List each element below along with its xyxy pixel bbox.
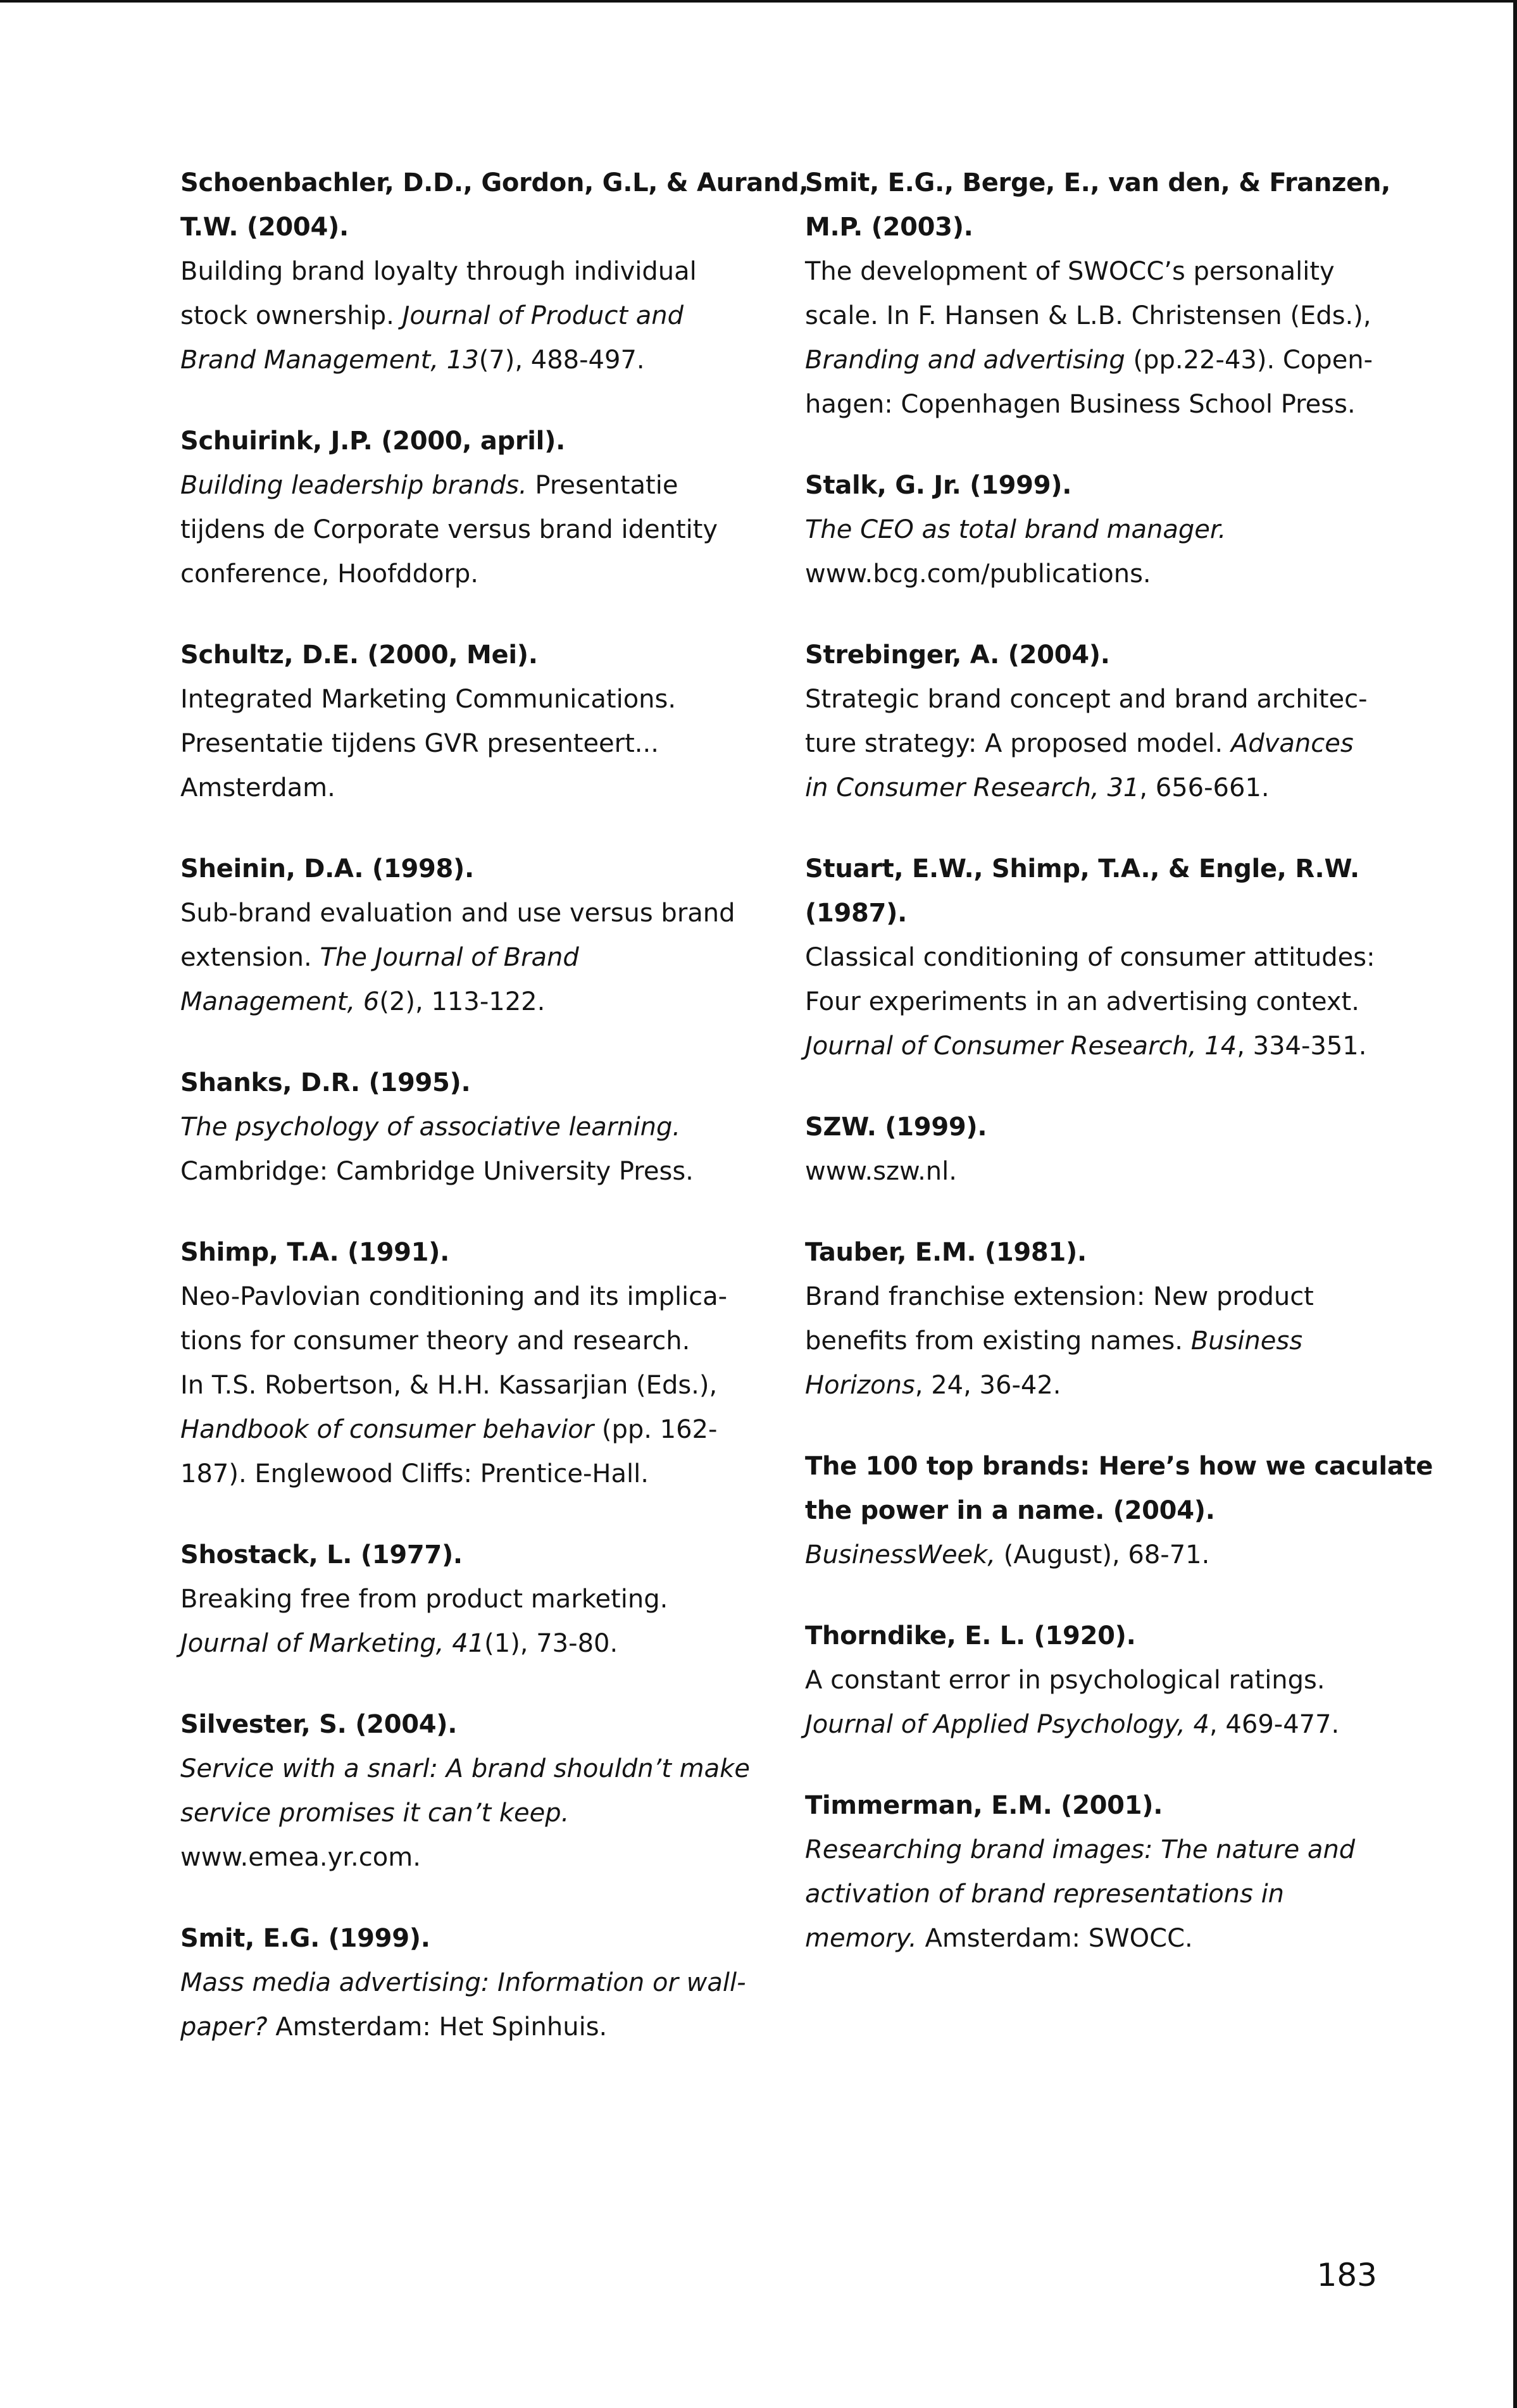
reference-italic-text: The psychology of associative learning. <box>180 1113 681 1142</box>
reference-line <box>180 161 809 205</box>
reference-line <box>180 1791 775 1835</box>
reference-line <box>805 1872 1406 1916</box>
reference-text: (pp.22-43). Copen- <box>1125 346 1373 375</box>
reference-text: Building brand loyalty through individual <box>180 257 697 286</box>
reference-heading-text: Silvester, S. (2004). <box>180 1710 458 1739</box>
reference-line <box>180 2005 775 2049</box>
reference-line <box>805 205 1406 249</box>
reference-line <box>805 847 1406 891</box>
reference-line <box>805 1275 1406 1319</box>
reference-text: (2), 113-122. <box>379 987 546 1016</box>
reference-line <box>180 1407 775 1452</box>
reference-line <box>180 1702 775 1747</box>
reference-italic-text: Business <box>1190 1326 1303 1356</box>
reference-italic-text: Building leadership brands. <box>180 471 527 500</box>
reference-text: Neo-Pavlovian conditioning and its implica- <box>180 1282 728 1311</box>
reference-heading-text: Smit, E.G., Berge, E., van den, & Franzen, <box>805 168 1391 197</box>
reference-text: www.emea.yr.com. <box>180 1843 421 1872</box>
reference-line <box>180 205 775 249</box>
reference-line <box>180 766 775 810</box>
reference-line <box>805 1533 1406 1577</box>
reference-entry <box>180 1061 775 1194</box>
reference-line <box>805 161 1406 205</box>
reference-text: Amsterdam: SWOCC. <box>916 1924 1193 1953</box>
reference-entry <box>805 1444 1433 1577</box>
reference-text: , 24, 36-42. <box>915 1371 1061 1400</box>
reference-text: stock ownership. <box>180 301 403 330</box>
reference-heading-text: Smit, E.G. (1999). <box>180 1924 430 1953</box>
reference-entry <box>805 1230 1406 1407</box>
reference-line <box>180 419 775 463</box>
left-reference-column <box>180 161 809 2049</box>
reference-line <box>180 1105 775 1149</box>
reference-line <box>805 1444 1433 1488</box>
reference-line <box>805 980 1406 1024</box>
reference-italic-text: in Consumer Research, 31 <box>805 773 1140 802</box>
reference-line <box>180 1061 775 1105</box>
reference-heading-text: SZW. (1999). <box>805 1113 987 1142</box>
reference-heading-text: T.W. (2004). <box>180 213 349 242</box>
reference-heading-text: M.P. (2003). <box>805 213 973 242</box>
reference-text: A constant error in psychological ratings. <box>805 1666 1325 1695</box>
reference-line <box>805 1783 1406 1828</box>
reference-text: www.bcg.com/publications. <box>805 559 1151 589</box>
reference-line <box>180 721 775 766</box>
reference-heading-text: Tauber, E.M. (1981). <box>805 1238 1087 1267</box>
reference-italic-text: Journal of Applied Psychology, 4 <box>805 1710 1209 1739</box>
reference-text: , 334-351. <box>1237 1032 1367 1061</box>
reference-text: extension. <box>180 943 320 972</box>
reference-text: conference, Hoofddorp. <box>180 559 478 589</box>
reference-line <box>805 1488 1406 1533</box>
reference-line <box>805 1916 1406 1961</box>
reference-line <box>805 721 1406 766</box>
reference-line <box>805 1363 1406 1407</box>
reference-italic-text: Handbook of consumer behavior <box>180 1415 594 1444</box>
reference-text: (1), 73-80. <box>484 1629 618 1658</box>
reference-text: (pp. 162- <box>594 1415 718 1444</box>
reference-heading-text: Strebinger, A. (2004). <box>805 640 1110 670</box>
reference-entry <box>805 463 1406 596</box>
reference-text: Amsterdam: Het Spinhuis. <box>267 2012 608 2042</box>
reference-line <box>180 891 775 935</box>
reference-line <box>180 1149 775 1194</box>
reference-text: Four experiments in an advertising context. <box>805 987 1359 1016</box>
reference-text: , 469-477. <box>1209 1710 1340 1739</box>
reference-entry <box>805 1783 1406 1961</box>
reference-line <box>805 1319 1406 1363</box>
reference-line <box>180 508 775 552</box>
reference-line <box>805 338 1406 382</box>
reference-line <box>805 1702 1406 1747</box>
reference-line <box>180 1363 775 1407</box>
reference-line <box>180 677 775 721</box>
reference-line <box>805 633 1406 677</box>
reference-line <box>805 508 1406 552</box>
reference-entry <box>180 1916 775 2049</box>
reference-text: Sub-brand evaluation and use versus brand <box>180 899 735 928</box>
reference-line <box>180 1533 775 1577</box>
reference-line <box>180 1577 775 1621</box>
reference-text: Integrated Marketing Communications. <box>180 685 677 714</box>
reference-text: Classical conditioning of consumer attitudes: <box>805 943 1375 972</box>
reference-text: (August), 68-71. <box>996 1540 1210 1569</box>
reference-entry <box>805 161 1406 427</box>
reference-heading-text: the power in a name. (2004). <box>805 1496 1215 1525</box>
reference-entry <box>805 633 1406 810</box>
reference-text: Breaking free from product marketing. <box>180 1585 668 1614</box>
reference-text: Presentatie <box>527 471 678 500</box>
reference-line <box>805 1024 1406 1068</box>
reference-text: benefits from existing names. <box>805 1326 1191 1356</box>
reference-line <box>805 294 1406 338</box>
reference-heading-text: Shostack, L. (1977). <box>180 1540 463 1569</box>
reference-line <box>805 463 1406 508</box>
reference-heading-text: Schuirink, J.P. (2000, april). <box>180 427 565 456</box>
reference-line <box>180 552 775 596</box>
reference-heading-text: Stuart, E.W., Shimp, T.A., & Engle, R.W. <box>805 854 1359 883</box>
reference-italic-text: BusinessWeek, <box>805 1540 996 1569</box>
reference-heading-text: The 100 top brands: Here’s how we caculate <box>805 1452 1433 1481</box>
reference-heading-text: Timmerman, E.M. (2001). <box>805 1791 1163 1820</box>
reference-italic-text: Advances <box>1230 729 1354 758</box>
reference-italic-text: Journal of Product and <box>402 301 684 330</box>
reference-heading-text: Shanks, D.R. (1995). <box>180 1068 471 1097</box>
reference-line <box>805 766 1406 810</box>
reference-line <box>805 935 1406 980</box>
reference-line <box>805 891 1406 935</box>
reference-text: Cambridge: Cambridge University Press. <box>180 1157 694 1186</box>
reference-italic-text: memory. <box>805 1924 917 1953</box>
reference-italic-text: Horizons <box>805 1371 915 1400</box>
reference-line <box>180 294 775 338</box>
page-number: 183 <box>1316 2257 1377 2293</box>
reference-line <box>180 1747 775 1791</box>
reference-text: The development of SWOCC’s personality <box>805 257 1335 286</box>
reference-entry <box>180 847 775 1024</box>
reference-line <box>180 1621 775 1666</box>
reference-text: tions for consumer theory and research. <box>180 1326 690 1356</box>
reference-italic-text: paper? <box>180 2012 268 2042</box>
reference-line <box>805 1230 1406 1275</box>
reference-line <box>180 1452 775 1496</box>
reference-heading-text: Thorndike, E. L. (1920). <box>805 1621 1136 1650</box>
reference-italic-text: The CEO as total brand manager. <box>805 515 1227 544</box>
reference-line <box>805 1149 1406 1194</box>
reference-italic-text: Branding and advertising <box>805 346 1125 375</box>
reference-italic-text: Management, 6 <box>180 987 380 1016</box>
reference-line <box>180 847 775 891</box>
reference-heading-text: (1987). <box>805 899 907 928</box>
reference-italic-text: Journal of Marketing, 41 <box>180 1629 485 1658</box>
reference-line <box>180 1319 775 1363</box>
reference-line <box>180 1835 775 1880</box>
reference-line <box>805 552 1406 596</box>
reference-heading-text: Schultz, D.E. (2000, Mei). <box>180 640 538 670</box>
reference-entry <box>180 1230 775 1496</box>
reference-entry <box>180 1533 775 1666</box>
reference-italic-text: The Journal of Brand <box>320 943 579 972</box>
reference-italic-text: Journal of Consumer Research, 14 <box>805 1032 1237 1061</box>
reference-heading-text: Sheinin, D.A. (1998). <box>180 854 474 883</box>
reference-line <box>805 249 1406 294</box>
reference-text: Amsterdam. <box>180 773 335 802</box>
reference-line <box>180 1230 775 1275</box>
reference-line <box>805 1658 1406 1702</box>
reference-entry <box>805 847 1406 1068</box>
reference-text: hagen: Copenhagen Business School Press. <box>805 390 1356 419</box>
reference-text: scale. In F. Hansen & L.B. Christensen (Eds.), <box>805 301 1371 330</box>
reference-text: Brand franchise extension: New product <box>805 1282 1314 1311</box>
reference-line <box>805 677 1406 721</box>
reference-text: Strategic brand concept and brand architec- <box>805 685 1368 714</box>
reference-line <box>180 338 775 382</box>
reference-line <box>180 1275 775 1319</box>
reference-heading-text: Stalk, G. Jr. (1999). <box>805 471 1072 500</box>
right-reference-column <box>805 161 1433 1961</box>
reference-line <box>180 1961 775 2005</box>
reference-italic-text: Mass media advertising: Information or wall- <box>180 1968 746 1997</box>
reference-line <box>805 1614 1406 1658</box>
reference-line <box>180 935 775 980</box>
reference-entry <box>805 1614 1406 1747</box>
reference-text: ture strategy: A proposed model. <box>805 729 1231 758</box>
reference-text: 187). Englewood Cliffs: Prentice-Hall. <box>180 1459 649 1488</box>
reference-entry <box>180 419 775 596</box>
reference-line <box>180 1916 775 1961</box>
reference-line <box>180 980 775 1024</box>
reference-line <box>180 463 775 508</box>
reference-italic-text: service promises it can’t keep. <box>180 1799 570 1828</box>
reference-line <box>805 1105 1406 1149</box>
reference-entry <box>805 1105 1406 1194</box>
reference-text: , 656-661. <box>1139 773 1270 802</box>
reference-line <box>805 382 1406 427</box>
reference-line <box>805 1828 1406 1872</box>
reference-text: www.szw.nl. <box>805 1157 957 1186</box>
reference-italic-text: activation of brand representations in <box>805 1880 1285 1909</box>
reference-italic-text: Brand Management, 13 <box>180 346 479 375</box>
reference-entry <box>180 1702 775 1880</box>
reference-entry <box>180 161 809 382</box>
reference-italic-text: Service with a snarl: A brand shouldn’t make <box>180 1754 750 1783</box>
reference-heading-text: Shimp, T.A. (1991). <box>180 1238 450 1267</box>
reference-text: In T.S. Robertson, & H.H. Kassarjian (Eds.), <box>180 1371 718 1400</box>
reference-heading-text: Schoenbachler, D.D., Gordon, G.L, & Aurand, <box>180 168 809 197</box>
reference-text: Presentatie tijdens GVR presenteert... <box>180 729 659 758</box>
reference-line <box>180 249 775 294</box>
reference-text: (7), 488-497. <box>478 346 645 375</box>
reference-entry <box>180 633 775 810</box>
reference-text: tijdens de Corporate versus brand identity <box>180 515 718 544</box>
reference-italic-text: Researching brand images: The nature and <box>805 1835 1356 1864</box>
reference-line <box>180 633 775 677</box>
